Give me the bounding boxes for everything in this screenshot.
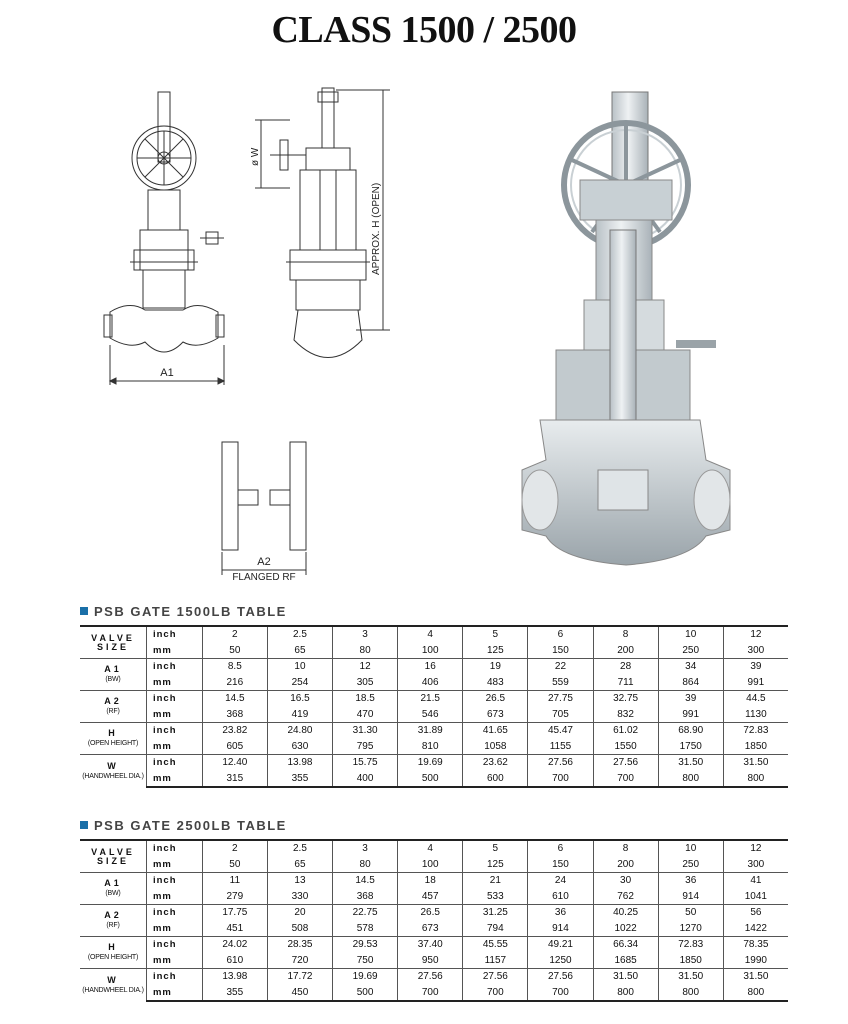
table-cell: 150 xyxy=(528,857,593,873)
table-cell: 1155 xyxy=(528,739,593,755)
table-cell: 800 xyxy=(593,985,658,1002)
unit-cell: mm xyxy=(146,889,202,905)
flanged-rf-label: FLANGED RF xyxy=(232,572,296,583)
table-cell: 368 xyxy=(202,707,267,723)
table-cell: 72.83 xyxy=(658,937,723,953)
table-cell: 22.75 xyxy=(333,905,398,921)
table-cell: 13.98 xyxy=(202,969,267,985)
unit-cell: inch xyxy=(146,937,202,953)
table-row xyxy=(80,675,788,691)
table-cell: 1130 xyxy=(723,707,788,723)
table-cell: 65 xyxy=(267,643,332,659)
table-row xyxy=(80,840,788,857)
table-cell: 1550 xyxy=(593,739,658,755)
table-cell: 24 xyxy=(528,873,593,889)
table-row xyxy=(80,659,788,675)
table-cell: 355 xyxy=(267,771,332,788)
table-cell: 22 xyxy=(528,659,593,675)
row-label-sub: (OPEN HEIGHT) xyxy=(87,954,139,961)
table-row xyxy=(80,857,788,873)
table-cell: 27.56 xyxy=(463,969,528,985)
table-cell: 29.53 xyxy=(333,937,398,953)
table-cell: 800 xyxy=(658,985,723,1002)
table-cell: 49.21 xyxy=(528,937,593,953)
table-cell: 16.5 xyxy=(267,691,332,707)
row-label xyxy=(80,905,146,937)
row-label-sub: SIZE xyxy=(96,641,129,652)
table-2500 xyxy=(80,839,788,1002)
table-cell: 1058 xyxy=(463,739,528,755)
table-cell: 8.5 xyxy=(202,659,267,675)
table-row xyxy=(80,707,788,723)
table-cell: 41.65 xyxy=(463,723,528,739)
row-label-sub: (BW) xyxy=(105,890,121,897)
unit-cell: mm xyxy=(146,857,202,873)
table-row xyxy=(80,937,788,953)
table-cell: 1850 xyxy=(723,739,788,755)
row-label-sub: SIZE xyxy=(96,855,129,866)
row-label-sub: (HANDWHEEL DIA.) xyxy=(82,772,144,780)
table-cell: 31.25 xyxy=(463,905,528,921)
table-row xyxy=(80,985,788,1002)
table-cell: 800 xyxy=(723,771,788,788)
table-cell: 1270 xyxy=(658,921,723,937)
row-label-name: W xyxy=(107,760,119,771)
table-cell: 39 xyxy=(723,659,788,675)
table-cell: 451 xyxy=(202,921,267,937)
table-cell: 6 xyxy=(528,840,593,857)
table-row xyxy=(80,771,788,788)
table-cell: 254 xyxy=(267,675,332,691)
table-cell: 533 xyxy=(463,889,528,905)
table-1500 xyxy=(80,625,788,788)
table-cell: 31.50 xyxy=(723,755,788,771)
table-cell: 600 xyxy=(463,771,528,788)
row-label xyxy=(80,626,146,659)
row-label xyxy=(80,937,146,969)
unit-cell: mm xyxy=(146,953,202,969)
unit-cell: inch xyxy=(146,840,202,857)
table-cell: 1157 xyxy=(463,953,528,969)
table-cell: 673 xyxy=(463,707,528,723)
table-cell: 991 xyxy=(658,707,723,723)
row-label-name: H xyxy=(108,942,118,952)
table-cell: 11 xyxy=(202,873,267,889)
table-cell: 18.5 xyxy=(333,691,398,707)
table-cell: 1990 xyxy=(723,953,788,969)
table-cell: 125 xyxy=(463,643,528,659)
table-cell: 125 xyxy=(463,857,528,873)
table-cell: 28.35 xyxy=(267,937,332,953)
table-cell: 5 xyxy=(463,840,528,857)
table-cell: 832 xyxy=(593,707,658,723)
unit-cell: mm xyxy=(146,675,202,691)
table-cell: 36 xyxy=(528,905,593,921)
row-label xyxy=(80,969,146,1002)
table-cell: 483 xyxy=(463,675,528,691)
table-cell: 34 xyxy=(658,659,723,675)
table-cell: 2 xyxy=(202,840,267,857)
table-cell: 19 xyxy=(463,659,528,675)
table-cell: 31.89 xyxy=(398,723,463,739)
table-cell: 1422 xyxy=(723,921,788,937)
row-label-sub: (RF) xyxy=(106,922,120,929)
valve-drawings xyxy=(0,70,848,590)
table-cell: 3 xyxy=(333,840,398,857)
table-cell: 400 xyxy=(333,771,398,788)
unit-cell: inch xyxy=(146,969,202,985)
unit-cell: inch xyxy=(146,905,202,921)
table-cell: 12.40 xyxy=(202,755,267,771)
table-cell: 12 xyxy=(333,659,398,675)
table-cell: 28 xyxy=(593,659,658,675)
table-cell: 419 xyxy=(267,707,332,723)
a2-label: A2 xyxy=(257,556,271,568)
table-cell: 950 xyxy=(398,953,463,969)
table-cell: 406 xyxy=(398,675,463,691)
table-2500-heading xyxy=(80,818,287,833)
table-2500-heading-text: PSB GATE 2500LB TABLE xyxy=(94,818,287,833)
table-cell: 100 xyxy=(398,857,463,873)
table-cell: 368 xyxy=(333,889,398,905)
table-cell: 8 xyxy=(593,840,658,857)
unit-cell: mm xyxy=(146,771,202,788)
table-row xyxy=(80,873,788,889)
table-cell: 711 xyxy=(593,675,658,691)
table-cell: 457 xyxy=(398,889,463,905)
table-cell: 800 xyxy=(658,771,723,788)
table-cell: 31.50 xyxy=(658,755,723,771)
table-cell: 700 xyxy=(463,985,528,1002)
table-cell: 300 xyxy=(723,643,788,659)
table-row xyxy=(80,889,788,905)
table-cell: 3 xyxy=(333,626,398,643)
table-cell: 39 xyxy=(658,691,723,707)
table-cell: 700 xyxy=(398,985,463,1002)
table-cell: 500 xyxy=(333,985,398,1002)
table-row xyxy=(80,739,788,755)
table-cell: 26.5 xyxy=(463,691,528,707)
table-cell: 610 xyxy=(202,953,267,969)
table-cell: 250 xyxy=(658,643,723,659)
table-cell: 10 xyxy=(658,626,723,643)
heading-marker-icon xyxy=(80,821,88,829)
unit-cell: mm xyxy=(146,707,202,723)
table-cell: 355 xyxy=(202,985,267,1002)
table-cell: 14.5 xyxy=(333,873,398,889)
table-cell: 546 xyxy=(398,707,463,723)
table-cell: 61.02 xyxy=(593,723,658,739)
table-cell: 630 xyxy=(267,739,332,755)
unit-cell: inch xyxy=(146,691,202,707)
table-cell: 27.56 xyxy=(528,755,593,771)
row-label-name: H xyxy=(108,728,118,738)
table-cell: 18 xyxy=(398,873,463,889)
unit-cell: inch xyxy=(146,755,202,771)
row-label xyxy=(80,873,146,905)
unit-cell: inch xyxy=(146,626,202,643)
table-cell: 700 xyxy=(593,771,658,788)
unit-cell: mm xyxy=(146,985,202,1002)
row-label-name: W xyxy=(107,974,119,985)
table-cell: 41 xyxy=(723,873,788,889)
a1-label: A1 xyxy=(160,367,174,379)
table-row xyxy=(80,626,788,643)
table-cell: 1750 xyxy=(658,739,723,755)
table-cell: 26.5 xyxy=(398,905,463,921)
row-label-sub: (HANDWHEEL DIA.) xyxy=(82,986,144,994)
table-cell: 31.50 xyxy=(593,969,658,985)
table-cell: 31.50 xyxy=(658,969,723,985)
table-cell: 21.5 xyxy=(398,691,463,707)
table-cell: 1041 xyxy=(723,889,788,905)
table-cell: 80 xyxy=(333,643,398,659)
table-cell: 27.75 xyxy=(528,691,593,707)
unit-cell: inch xyxy=(146,723,202,739)
table-cell: 37.40 xyxy=(398,937,463,953)
table-cell: 508 xyxy=(267,921,332,937)
valve-cutaway-render xyxy=(522,92,730,565)
table-cell: 500 xyxy=(398,771,463,788)
table-cell: 1250 xyxy=(528,953,593,969)
side-view-drawing xyxy=(255,88,390,358)
table-cell: 50 xyxy=(202,643,267,659)
table-cell: 605 xyxy=(202,739,267,755)
table-cell: 914 xyxy=(658,889,723,905)
table-cell: 150 xyxy=(528,643,593,659)
table-cell: 65 xyxy=(267,857,332,873)
table-row xyxy=(80,969,788,985)
unit-cell: mm xyxy=(146,643,202,659)
table-cell: 78.35 xyxy=(723,937,788,953)
table-cell: 2.5 xyxy=(267,626,332,643)
table-cell: 4 xyxy=(398,840,463,857)
table-cell: 200 xyxy=(593,857,658,873)
table-cell: 44.5 xyxy=(723,691,788,707)
table-cell: 45.55 xyxy=(463,937,528,953)
table-row xyxy=(80,953,788,969)
table-cell: 750 xyxy=(333,953,398,969)
w-label: ø W xyxy=(250,147,261,166)
row-label-name: A1 xyxy=(104,664,122,674)
unit-cell: mm xyxy=(146,739,202,755)
row-label-name: A2 xyxy=(104,696,122,706)
table-1500-heading-text: PSB GATE 1500LB TABLE xyxy=(94,604,287,619)
table-cell: 700 xyxy=(528,985,593,1002)
table-cell: 795 xyxy=(333,739,398,755)
table-cell: 13 xyxy=(267,873,332,889)
table-cell: 32.75 xyxy=(593,691,658,707)
table-cell: 27.56 xyxy=(398,969,463,985)
row-label xyxy=(80,659,146,691)
table-cell: 2.5 xyxy=(267,840,332,857)
table-cell: 470 xyxy=(333,707,398,723)
table-cell: 56 xyxy=(723,905,788,921)
table-cell: 12 xyxy=(723,626,788,643)
table-cell: 19.69 xyxy=(333,969,398,985)
front-view-drawing xyxy=(104,92,224,385)
table-cell: 12 xyxy=(723,840,788,857)
table-cell: 216 xyxy=(202,675,267,691)
table-cell: 50 xyxy=(202,857,267,873)
table-cell: 24.02 xyxy=(202,937,267,953)
heading-marker-icon xyxy=(80,607,88,615)
table-cell: 10 xyxy=(658,840,723,857)
row-label-sub: (OPEN HEIGHT) xyxy=(87,740,139,747)
table-1500-heading xyxy=(80,604,287,619)
table-cell: 279 xyxy=(202,889,267,905)
table-cell: 2 xyxy=(202,626,267,643)
row-label-name: A1 xyxy=(104,878,122,888)
table-cell: 80 xyxy=(333,857,398,873)
unit-cell: mm xyxy=(146,921,202,937)
table-row xyxy=(80,723,788,739)
table-cell: 20 xyxy=(267,905,332,921)
table-cell: 23.62 xyxy=(463,755,528,771)
table-cell: 864 xyxy=(658,675,723,691)
table-cell: 1685 xyxy=(593,953,658,969)
table-cell: 578 xyxy=(333,921,398,937)
table-cell: 36 xyxy=(658,873,723,889)
table-row xyxy=(80,691,788,707)
page-title: CLASS 1500 / 2500 xyxy=(271,9,577,51)
table-cell: 673 xyxy=(398,921,463,937)
table-cell: 23.82 xyxy=(202,723,267,739)
table-cell: 315 xyxy=(202,771,267,788)
table-row xyxy=(80,921,788,937)
table-cell: 705 xyxy=(528,707,593,723)
row-label xyxy=(80,840,146,873)
table-cell: 27.56 xyxy=(593,755,658,771)
table-cell: 450 xyxy=(267,985,332,1002)
table-cell: 914 xyxy=(528,921,593,937)
table-cell: 10 xyxy=(267,659,332,675)
row-label xyxy=(80,723,146,755)
table-row xyxy=(80,643,788,659)
table-cell: 13.98 xyxy=(267,755,332,771)
table-cell: 72.83 xyxy=(723,723,788,739)
table-cell: 610 xyxy=(528,889,593,905)
table-cell: 27.56 xyxy=(528,969,593,985)
table-cell: 30 xyxy=(593,873,658,889)
table-cell: 559 xyxy=(528,675,593,691)
table-cell: 8 xyxy=(593,626,658,643)
table-row xyxy=(80,755,788,771)
table-cell: 68.90 xyxy=(658,723,723,739)
table-cell: 4 xyxy=(398,626,463,643)
row-label-name: VALVE xyxy=(91,846,135,857)
table-cell: 24.80 xyxy=(267,723,332,739)
table-cell: 200 xyxy=(593,643,658,659)
table-cell: 16 xyxy=(398,659,463,675)
row-label-sub: (RF) xyxy=(106,708,120,715)
row-label-sub: (BW) xyxy=(105,676,121,683)
table-cell: 991 xyxy=(723,675,788,691)
h-label: APPROX. H (OPEN) xyxy=(371,182,382,275)
table-cell: 300 xyxy=(723,857,788,873)
table-cell: 14.5 xyxy=(202,691,267,707)
table-cell: 21 xyxy=(463,873,528,889)
table-cell: 305 xyxy=(333,675,398,691)
table-cell: 6 xyxy=(528,626,593,643)
table-cell: 31.50 xyxy=(723,969,788,985)
table-cell: 794 xyxy=(463,921,528,937)
table-cell: 19.69 xyxy=(398,755,463,771)
table-cell: 810 xyxy=(398,739,463,755)
table-cell: 17.72 xyxy=(267,969,332,985)
row-label xyxy=(80,691,146,723)
row-label-name: A2 xyxy=(104,910,122,920)
table-cell: 1022 xyxy=(593,921,658,937)
table-cell: 15.75 xyxy=(333,755,398,771)
unit-cell: inch xyxy=(146,659,202,675)
table-cell: 720 xyxy=(267,953,332,969)
unit-cell: inch xyxy=(146,873,202,889)
table-cell: 17.75 xyxy=(202,905,267,921)
table-cell: 700 xyxy=(528,771,593,788)
table-cell: 100 xyxy=(398,643,463,659)
table-cell: 31.30 xyxy=(333,723,398,739)
table-cell: 50 xyxy=(658,905,723,921)
row-label-name: VALVE xyxy=(91,632,135,643)
table-cell: 800 xyxy=(723,985,788,1002)
table-row xyxy=(80,905,788,921)
table-cell: 5 xyxy=(463,626,528,643)
table-cell: 66.34 xyxy=(593,937,658,953)
table-cell: 40.25 xyxy=(593,905,658,921)
table-cell: 250 xyxy=(658,857,723,873)
table-cell: 762 xyxy=(593,889,658,905)
row-label xyxy=(80,755,146,788)
table-cell: 1850 xyxy=(658,953,723,969)
table-cell: 45.47 xyxy=(528,723,593,739)
table-cell: 330 xyxy=(267,889,332,905)
